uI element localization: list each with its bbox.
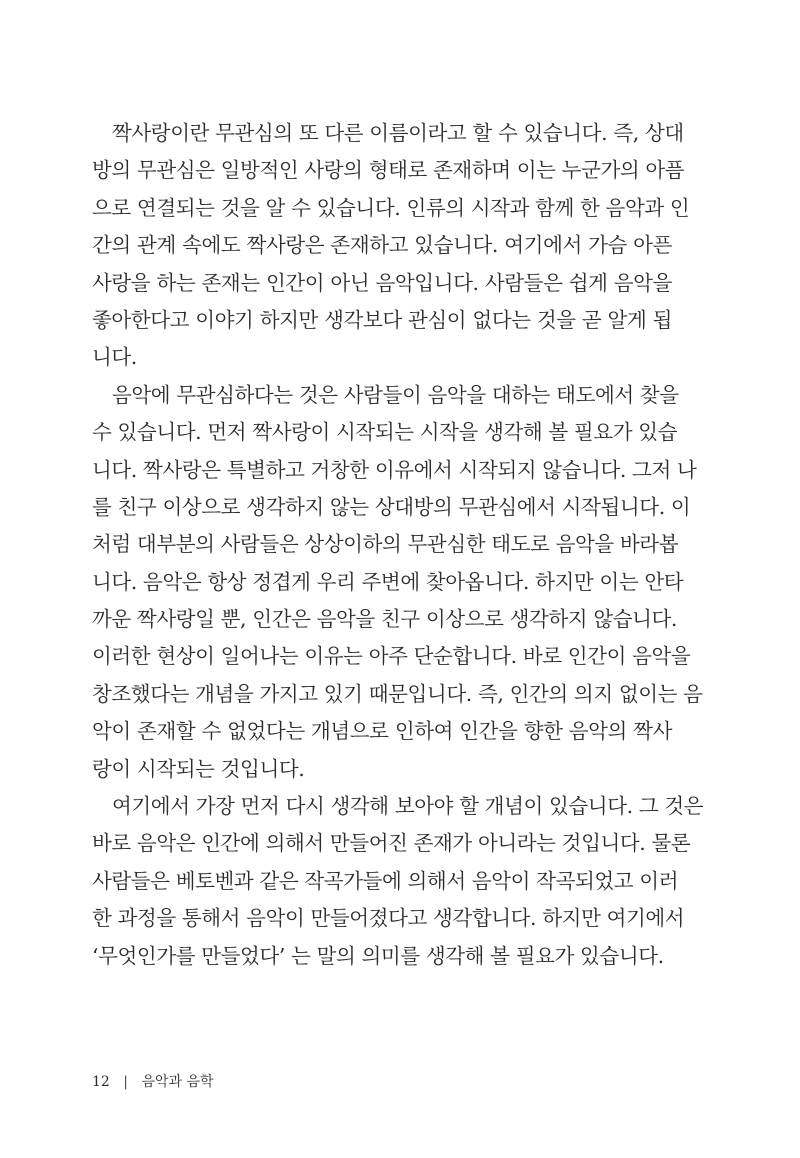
text-line: 니다. 짝사랑은 특별하고 거창한 이유에서 시작되지 않습니다. 그저 나 xyxy=(92,457,697,482)
text-line: 니다. 음악은 항상 정겹게 우리 주변에 찾아옵니다. 하지만 이는 안타 xyxy=(92,569,684,594)
paragraph-3 xyxy=(92,788,704,975)
text-line: 랑이 시작되는 것입니다. xyxy=(92,756,305,781)
text-line: 으로 연결되는 것을 알 수 있습니다. 인류의 시작과 함께 한 음악과 인 xyxy=(92,195,690,220)
text-line: 니다. xyxy=(92,345,137,370)
text-line: 사람들은 베토벤과 같은 작곡가들에 의해서 음악이 작곡되었고 이러 xyxy=(92,868,679,893)
text-line: 짝사랑이란 무관심의 또 다른 이름이라고 할 수 있습니다. 즉, 상대 xyxy=(112,121,684,145)
text-line: 바로 음악은 인간에 의해서 만들어진 존재가 아니라는 것입니다. 물론 xyxy=(92,831,691,856)
text-line: 이러한 현상이 일어나는 이유는 아주 단순합니다. 바로 인간이 음악을 xyxy=(92,644,691,669)
text-line: 수 있습니다. 먼저 짝사랑이 시작되는 시작을 생각해 볼 필요가 있습 xyxy=(92,420,678,445)
text-line: ‘무엇인가를 만들었다’ 는 말의 의미를 생각해 볼 필요가 있습니다. xyxy=(92,943,664,968)
page-footer xyxy=(92,1071,214,1091)
text-line: 여기에서 가장 먼저 다시 생각해 보아야 할 개념이 있습니다. 그 것은 xyxy=(112,794,704,819)
text-line: 방의 무관심은 일방적인 사랑의 형태로 존재하며 이는 누군가의 아픔 xyxy=(92,158,685,183)
paragraph-1 xyxy=(92,115,690,377)
text-line: 를 친구 이상으로 생각하지 않는 상대방의 무관심에서 시작됩니다. 이 xyxy=(92,494,691,519)
footer-separator: | xyxy=(123,1074,128,1090)
body-text xyxy=(92,115,704,975)
page-number: 12 xyxy=(92,1074,110,1090)
text-line: 처럼 대부분의 사람들은 상상이하의 무관심한 태도로 음악을 바라봅 xyxy=(92,532,679,557)
text-line: 까운 짝사랑일 뿐, 인간은 음악을 친구 이상으로 생각하지 않습니다. xyxy=(92,607,678,632)
text-line: 한 과정을 통해서 음악이 만들어졌다고 생각합니다. 하지만 여기에서 xyxy=(92,906,685,931)
text-line: 악이 존재할 수 없었다는 개념으로 인하여 인간을 향한 음악의 짝사 xyxy=(92,719,672,744)
text-line: 음악에 무관심하다는 것은 사람들이 음악을 대하는 태도에서 찾을 xyxy=(112,382,679,407)
text-line: 창조했다는 개념을 가지고 있기 때문입니다. 즉, 인간의 의지 없이는 음 xyxy=(92,681,703,706)
text-line: 간의 관계 속에도 짝사랑은 존재하고 있습니다. 여기에서 가슴 아픈 xyxy=(92,233,672,258)
text-line: 좋아한다고 이야기 하지만 생각보다 관심이 없다는 것을 곧 알게 됩 xyxy=(92,307,672,332)
book-title: 음악과 음학 xyxy=(141,1074,214,1090)
text-line: 사랑을 하는 존재는 인간이 아닌 음악입니다. 사람들은 쉽게 음악을 xyxy=(92,270,672,295)
paragraph-2 xyxy=(92,377,703,788)
